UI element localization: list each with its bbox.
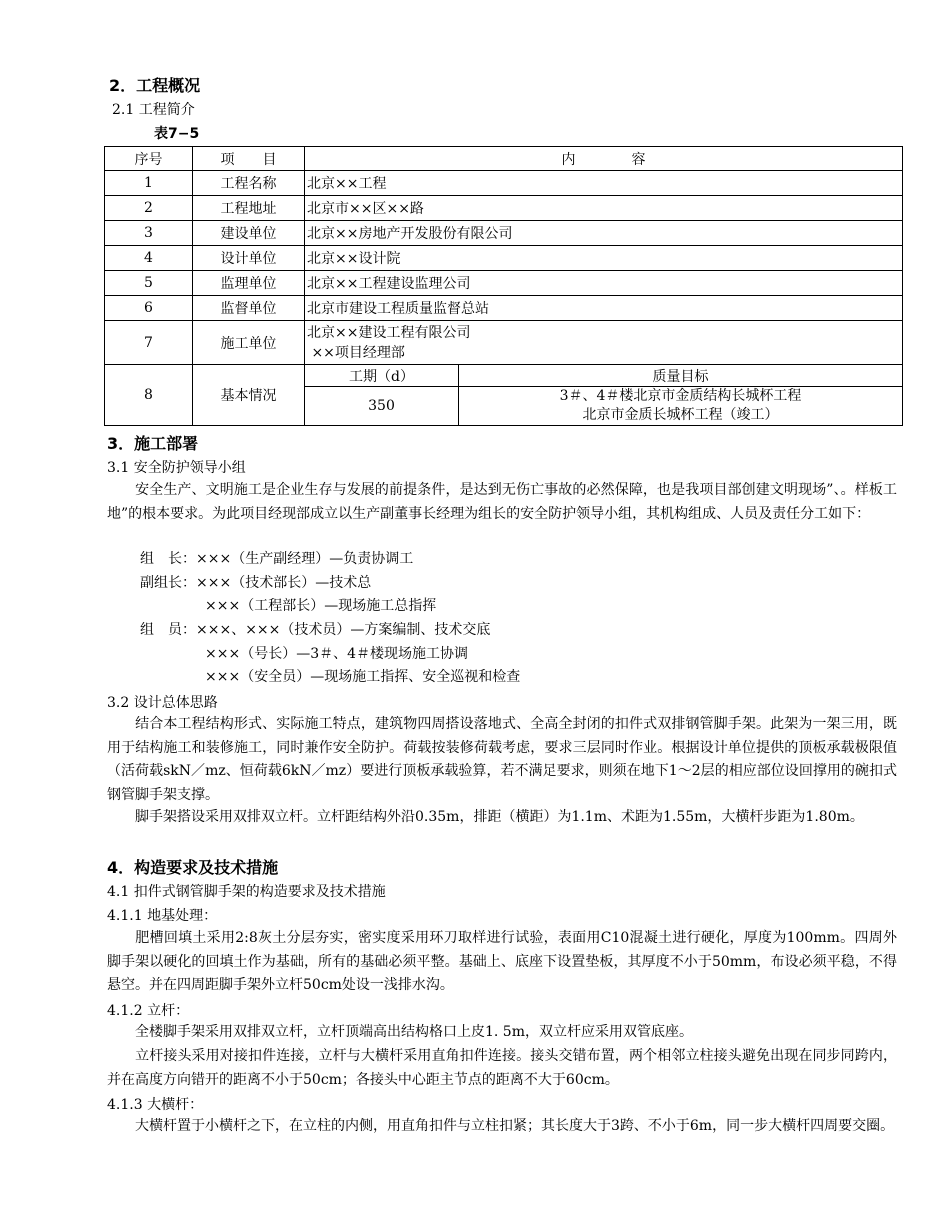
row-item: 建设单位 <box>193 221 305 246</box>
paragraph-text: 安全生产、文明施工是企业生存与发展的前提条件，是达到无伤亡事故的必然保障，也是我项目部创建文明现场”、。样板工地”的根本要求。为此项目经现部成立以生产副董事长经理为组长的安全防护领导小组，其机构组成、人员及责任分工如下： <box>107 482 897 522</box>
row-content: 北京××工程建设监理公司 <box>305 271 903 296</box>
table-caption: 表7−5 <box>154 126 200 142</box>
row-no: 5 <box>105 271 193 296</box>
paragraph-text: 肥槽回填土采用2:8灰土分层夯实，密实度采用环刀取样进行试验，表面用C10混凝土进行硬化，厚度为100mm。四周外脚手架以硬化的回填土作为基础，所有的基础必须平整。基础上、底座下设置垫板，其厚度不小于50mm，布设必须平稳，不得悬空。并在四周距脚手架外立杆50cm处设一浅排水沟。 <box>107 930 897 993</box>
row-content-line: 北京××建设工程有限公司 <box>307 324 471 341</box>
row-content <box>305 321 903 365</box>
paragraph <box>107 713 897 807</box>
header-item: 项 目 <box>193 147 305 171</box>
row-item: 监督单位 <box>193 296 305 321</box>
table-row <box>105 321 903 365</box>
table-row <box>105 171 903 196</box>
paragraph <box>107 927 897 998</box>
table-row <box>105 271 903 296</box>
quality-line: 北京市金质长城杯工程（竣工） <box>582 407 779 423</box>
row-content-line: ××项目经理部 <box>307 344 405 361</box>
section-3-1-heading: 3.1 安全防护领导小组 <box>107 460 246 476</box>
team-line: ×××（号长）—3＃、4＃楼现场施工协调 <box>205 646 469 662</box>
section-4-1-1-heading: 4.1.1 地基处理： <box>107 908 218 924</box>
paragraph-text: 结合本工程结构形式、实际施工特点，建筑物四周搭设落地式、全高全封闭的扣件式双排钢管脚手架。此架为一架三用，既用于结构施工和装修施工，同时兼作安全防护。荷载按装修荷载考虑，要求三层同时作业。根据设计单位提供的顶板承载极限值（活荷载skN／mz、恒荷载6kN／mz）要进行顶板承载验算，若不满足要求，则须在地下1～2层的相应部位设回撑用的碗扣式钢管脚手架支撑。 <box>107 716 897 803</box>
row-no: 4 <box>105 246 193 271</box>
paragraph-text: 全楼脚手架采用双排双立杆，立杆顶端高出结构格口上皮1. 5m，双立杆应采用双管底座。 <box>135 1024 693 1040</box>
table-row <box>105 246 903 271</box>
row-item: 设计单位 <box>193 246 305 271</box>
team-line: 组 长：×××（生产副经理）—负责协调工 <box>140 551 414 567</box>
team-line: 组 员：×××、×××（技术员）—方案编制、技术交底 <box>140 622 491 638</box>
project-info-table <box>104 146 903 426</box>
team-line: ×××（安全员）—现场施工指挥、安全巡视和检查 <box>205 669 521 685</box>
paragraph-text: 脚手架搭设采用双排双立杆。立杆距结构外沿0.35m，排距（横距）为1.1m、术距为1.55m，大横杆步距为1.80m。 <box>135 809 864 825</box>
period-value: 350 <box>305 387 459 426</box>
subheader-period: 工期（d） <box>305 365 459 387</box>
section-2-title: 2．工程概况 <box>109 76 201 95</box>
section-4-1-heading: 4.1 扣件式钢管脚手架的构造要求及技术措施 <box>107 884 386 900</box>
table-row <box>105 196 903 221</box>
paragraph <box>107 1045 897 1092</box>
paragraph <box>107 1115 897 1139</box>
row-item: 工程名称 <box>193 171 305 196</box>
paragraph <box>107 479 897 526</box>
header-content: 内 容 <box>305 147 903 171</box>
row-content: 北京××房地产开发股份有限公司 <box>305 221 903 246</box>
table-row <box>105 365 903 387</box>
row-item: 施工单位 <box>193 321 305 365</box>
subheader-quality: 质量目标 <box>459 365 903 387</box>
row-no: 2 <box>105 196 193 221</box>
quality-value <box>459 387 903 426</box>
table-row <box>105 221 903 246</box>
section-3-2-heading: 3.2 设计总体思路 <box>107 695 218 711</box>
section-4-title: 4．构造要求及技术措施 <box>107 858 279 877</box>
section-4-1-3-heading: 4.1.3 大横杆： <box>107 1097 204 1113</box>
paragraph <box>107 806 897 830</box>
row-item: 基本情况 <box>193 365 305 426</box>
paragraph <box>107 1021 897 1045</box>
row-no: 3 <box>105 221 193 246</box>
row-content: 北京市××区××路 <box>305 196 903 221</box>
table-row <box>105 296 903 321</box>
row-item: 工程地址 <box>193 196 305 221</box>
team-line: ×××（工程部长）—现场施工总指挥 <box>205 598 437 614</box>
row-no: 7 <box>105 321 193 365</box>
row-no: 8 <box>105 365 193 426</box>
row-content: 北京××工程 <box>305 171 903 196</box>
row-no: 1 <box>105 171 193 196</box>
section-2-1-heading: 2.1 工程简介 <box>112 102 195 118</box>
paragraph-text: 立杆接头采用对接扣件连接，立杆与大横杆采用直角扣件连接。接头交错布置，两个相邻立柱接头避免出现在同步同跨内，并在高度方向错开的距离不小于50cm；各接头中心距主节点的距离不大于60cm。 <box>107 1048 897 1088</box>
row-item: 监理单位 <box>193 271 305 296</box>
table-header-row <box>105 147 903 171</box>
header-no: 序号 <box>105 147 193 171</box>
team-line: 副组长：×××（技术部长）—技术总 <box>140 575 372 591</box>
row-content: 北京市建设工程质量监督总站 <box>305 296 903 321</box>
quality-line: 3＃、4＃楼北京市金质结构长城杯工程 <box>559 388 802 404</box>
row-no: 6 <box>105 296 193 321</box>
paragraph-text: 大横杆置于小横杆之下，在立柱的内侧，用直角扣件与立柱扣紧；其长度大于3跨、不小于6m，同一步大横杆四周要交圈。 <box>135 1118 895 1134</box>
row-content: 北京××设计院 <box>305 246 903 271</box>
section-3-title: 3．施工部署 <box>107 434 199 453</box>
section-4-1-2-heading: 4.1.2 立杆： <box>107 1003 190 1019</box>
